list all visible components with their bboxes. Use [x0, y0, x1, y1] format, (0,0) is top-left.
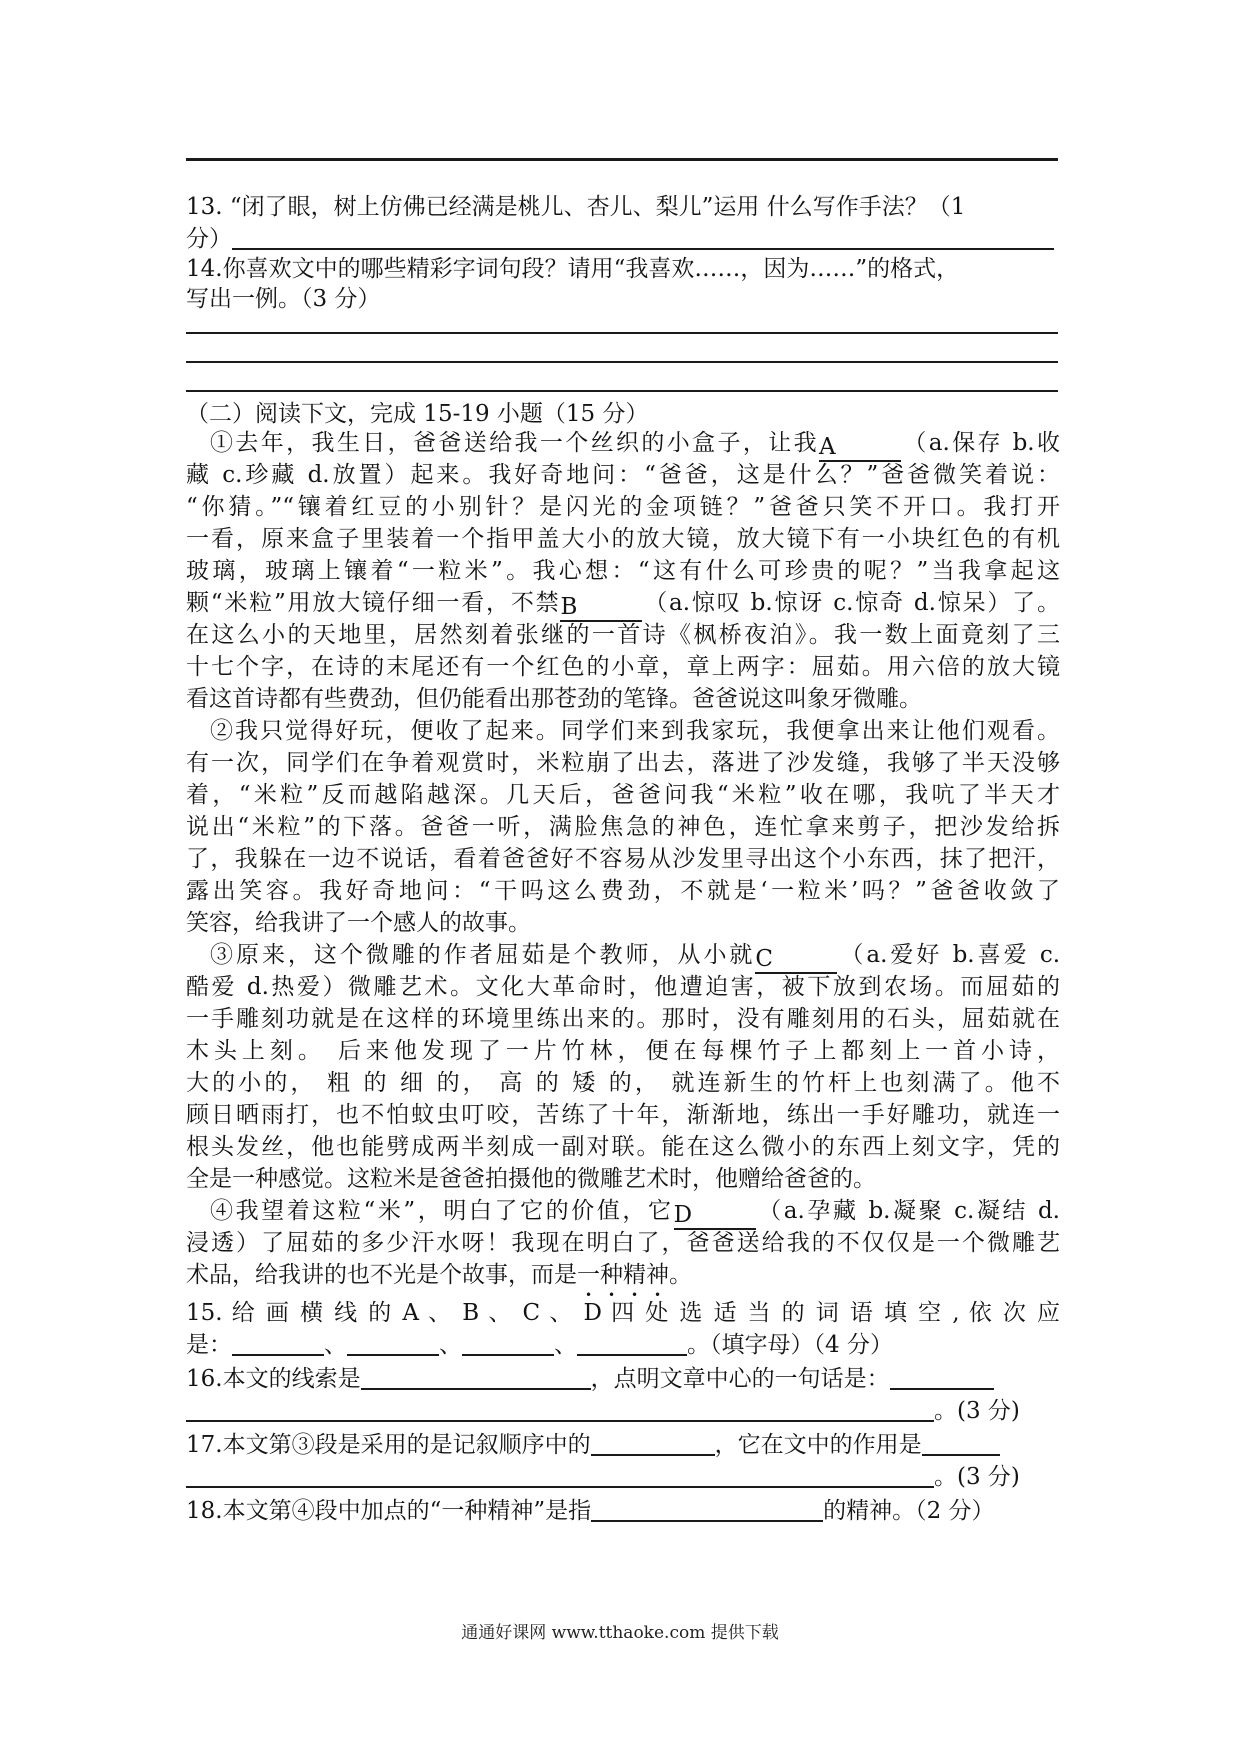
question-13-line-2	[186, 222, 1060, 256]
blank-c-options: （a.爱好 b.喜爱 c.	[837, 942, 1061, 968]
paragraph-3-line-4: 木头上刻。 后来他发现了一片竹林，便在每棵竹子上都刻上一首小诗，	[186, 1038, 1060, 1064]
question-16-score: 。(3 分)	[934, 1398, 1020, 1424]
paragraph-2-line-5: 了，我躲在一边不说话，看着爸爸好不容易从沙发里寻出这个小东西，抹了把汗，	[186, 846, 1060, 872]
separator: 、	[439, 1332, 462, 1358]
question-15-label: 是：	[186, 1332, 232, 1358]
paragraph-1-line-3: “你猜。”“镶着红豆的小别针？是闪光的金项链？”爸爸只笑不开口。我打开	[186, 494, 1060, 520]
paragraph-1-line-2: 藏 c.珍藏 d.放置）起来。我好奇地问：“爸爸，这是什么？”爸爸微笑着说：	[186, 462, 1060, 488]
page-footer: 通通好课网 www.tthaoke.com 提供下载	[461, 1623, 779, 1643]
paragraph-3-line-8: 全是一种感觉。这粒米是爸爸拍摄他的微雕艺术时，他赠给爸爸的。	[186, 1166, 876, 1192]
paragraph-1-line-6	[186, 586, 1060, 622]
paragraph-3-line-5: 大的小的， 粗 的 细 的， 高 的 矮 的， 就连新生的竹杆上也刻满了。他不	[186, 1070, 1060, 1096]
blank-a[interactable]: A	[819, 434, 901, 462]
blank-b[interactable]: B	[560, 594, 642, 622]
paragraph-1-text: ①去年，我生日，爸爸送给我一个丝织的小盒子，让我	[210, 430, 819, 456]
question-13-answer-blank[interactable]	[232, 222, 1054, 250]
question-15-line-2	[186, 1328, 1060, 1362]
question-17-text: ，它在文中的作用是	[714, 1432, 922, 1458]
separator: 、	[324, 1332, 347, 1358]
paragraph-3-line-6: 顾日晒雨打，也不怕蚊虫叮咬，苦练了十年，渐渐地，练出一手好雕功，就连一	[186, 1102, 1060, 1128]
blank-a-options: （a.保存 b.收	[901, 430, 1060, 456]
answer-line-top	[186, 158, 1058, 161]
question-15-blank-4[interactable]	[577, 1328, 687, 1356]
paragraph-4-text: 。	[669, 1262, 692, 1288]
question-16-text: 16.本文的线索是	[186, 1366, 361, 1392]
blank-c[interactable]: C	[755, 946, 837, 974]
question-14-answer-line-1[interactable]	[186, 332, 1058, 334]
paragraph-1-line-7: 在这么小的天地里，居然刻着张继的一首诗《枫桥夜泊》。我一数上面竟刻了三	[186, 622, 1060, 648]
question-17-blank-effect-cont[interactable]	[186, 1460, 934, 1488]
question-16-blank-clue[interactable]	[361, 1362, 591, 1390]
question-14-answer-line-2[interactable]	[186, 361, 1058, 363]
question-13-score: 分）	[186, 226, 232, 252]
question-16-line-2	[186, 1394, 1060, 1428]
question-15-line-1: 15. 给 画 横 线 的 A 、 B 、 C 、 D 四 处 选 适 当 的 词 语 填 空 , 依 次 应	[186, 1300, 1060, 1326]
paragraph-2-line-3: 着，“米粒”反而越陷越深。几天后，爸爸问我“米粒”收在哪，我吭了半天才	[186, 782, 1060, 808]
section-2-heading: （二）阅读下文，完成 15-19 小题（15 分）	[186, 401, 649, 427]
paragraph-1-line-4: 一看，原来盒子里装着一个指甲盖大小的放大镜，放大镜下有一小块红色的有机	[186, 526, 1060, 552]
paragraph-2-line-1: ②我只觉得好玩，便收了起来。同学们来到我家玩，我便拿出来让他们观看。	[210, 718, 1060, 744]
question-16-line-1	[186, 1362, 1060, 1396]
question-18-line-1	[186, 1494, 1060, 1528]
dotted-phrase: 一种精神	[577, 1262, 669, 1288]
question-15-blank-3[interactable]	[462, 1328, 554, 1356]
blank-b-options: （a.惊叹 b.惊讶 c.惊奇 d.惊呆）了。	[642, 590, 1060, 616]
question-17-score: 。(3 分)	[934, 1464, 1020, 1490]
question-14-answer-line-3[interactable]	[186, 390, 1058, 392]
paragraph-4-line-2: 浸透）了屈茹的多少汗水呀！我现在明白了，爸爸送给我的不仅仅是一个微雕艺	[186, 1230, 1060, 1256]
blank-d[interactable]: D	[674, 1202, 756, 1230]
question-16-text: ，点明文章中心的一句话是：	[590, 1366, 890, 1392]
paragraph-2-line-2: 有一次，同学们在争着观赏时，米粒崩了出去，落进了沙发缝，我够了半天没够	[186, 750, 1060, 776]
paragraph-3-line-1	[210, 938, 1060, 974]
paragraph-1-line-9: 看这首诗都有些费劲，但仍能看出那苍劲的笔锋。爸爸说这叫象牙微雕。	[186, 686, 922, 712]
question-15-score: 。（填字母）（4 分）	[687, 1332, 893, 1358]
question-16-blank-sentence[interactable]	[890, 1362, 994, 1390]
paragraph-4-text: 术品，给我讲的也不光是个故事，而是	[186, 1262, 577, 1288]
paragraph-1-text: 颗“米粒”用放大镜仔细一看，不禁	[186, 590, 561, 616]
question-18-score: 的精神。（2 分）	[823, 1498, 995, 1524]
paragraph-1-line-1	[210, 426, 1060, 462]
question-17-blank-order[interactable]	[591, 1428, 715, 1456]
paragraph-3-line-2: 酷爱 d.热爱）微雕艺术。文化大革命时，他遭迫害，被下放到农场。而屈茹的	[186, 974, 1060, 1000]
question-18-blank[interactable]	[591, 1494, 823, 1522]
separator: 、	[554, 1332, 577, 1358]
question-15-blank-1[interactable]	[232, 1328, 324, 1356]
paragraph-1-line-8: 十七个字，在诗的末尾还有一个红色的小章，章上两字：屈茹。用六倍的放大镜	[186, 654, 1060, 680]
question-13-line-1: 13. “闭了眼，树上仿佛已经满是桃儿、杏儿、梨儿”运用 什么写作手法？（1	[186, 194, 966, 220]
question-18-text: 18.本文第④段中加点的“一种精神”是指	[186, 1498, 592, 1524]
question-17-line-1	[186, 1428, 1060, 1462]
paragraph-3-line-7: 根头发丝，他也能劈成两半刻成一副对联。能在这么微小的东西上刻文字，凭的	[186, 1134, 1060, 1160]
paragraph-2-line-4: 说出“米粒”的下落。爸爸一听，满脸焦急的神色，连忙拿来剪子，把沙发给拆	[186, 814, 1060, 840]
question-17-line-2	[186, 1460, 1060, 1494]
paragraph-3-line-3: 一手雕刻功就是在这样的环境里练出来的。那时，没有雕刻用的石头，屈茹就在	[186, 1006, 1060, 1032]
paragraph-1-line-5: 玻璃，玻璃上镶着“一粒米”。我心想：“这有什么可珍贵的呢？”当我拿起这	[186, 558, 1060, 584]
paragraph-3-text: ③原来，这个微雕的作者屈茹是个教师，从小就	[210, 942, 756, 968]
question-17-blank-effect[interactable]	[922, 1428, 1000, 1456]
blank-d-options: （a.孕藏 b.凝聚 c.凝结 d.	[755, 1198, 1060, 1224]
question-17-text: 17.本文第③段是采用的是记叙顺序中的	[186, 1432, 591, 1458]
paragraph-4-line-1	[210, 1194, 1060, 1230]
question-14-line-1: 14.你喜欢文中的哪些精彩字词句段？请用“我喜欢……，因为……”的格式，	[186, 256, 960, 282]
question-14-line-2: 写出一例。（3 分）	[186, 286, 381, 312]
paragraph-4-text: ④我望着这粒“米”，明白了它的价值，它	[210, 1198, 674, 1224]
paragraph-2-line-7: 笑容，给我讲了一个感人的故事。	[186, 910, 531, 936]
paragraph-2-line-6: 露出笑容。我好奇地问：“干吗这么费劲，不就是‘一粒米’吗？”爸爸收敛了	[186, 878, 1060, 904]
question-16-blank-sentence-cont[interactable]	[186, 1394, 934, 1422]
question-15-blank-2[interactable]	[347, 1328, 439, 1356]
